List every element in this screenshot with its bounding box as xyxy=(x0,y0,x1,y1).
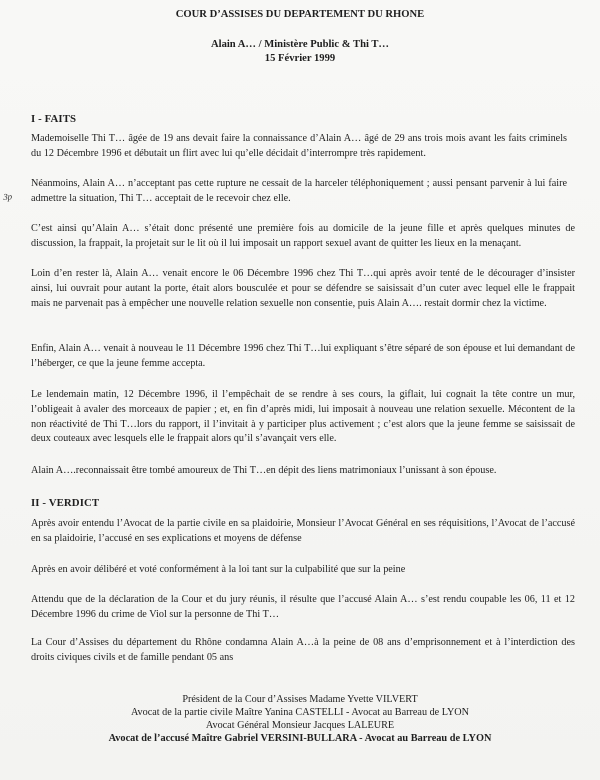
signatures-block xyxy=(0,693,600,745)
verdict-paragraph-3: Attendu que de la déclaration de la Cour et du jury réunis, il résulte que l’accusé Alain A… s’est rendu coupable les 06, 11 et 12 Décembre 1996 du crime de Viol sur la personne de Thi T… xyxy=(31,594,575,620)
handwritten-margin-note: 3p xyxy=(2,191,13,202)
decision-date: 15 Février 1999 xyxy=(264,53,336,64)
case-title: Alain A… / Ministère Public & Thi T… xyxy=(210,39,390,50)
section-title-verdict: II - VERDICT xyxy=(31,497,100,509)
header-spacer xyxy=(0,22,600,38)
faits-paragraph-2: Néanmoins, Alain A… n’acceptant pas cette rupture ne cessait de la harceler téléphoniquement ; aussi pensant parvenir à lui faire admettre la situation, Thi T… acceptait de le recevoir chez elle. xyxy=(31,178,567,204)
document-header xyxy=(0,8,600,66)
faits-paragraph-3: C’est ainsi qu’Alain A… s’était donc présenté une première fois au domicile de la jeune fille et après quelques minutes de discussion, la frappait, la projetait sur le lit où il lui imposait un rapport sexuel avant de quitter les lieux en la menaçant. xyxy=(31,223,575,249)
court-title: COUR D’ASSISES DU DEPARTEMENT DU RHONE xyxy=(175,9,425,20)
faits-paragraph-5: Enfin, Alain A… venait à nouveau le 11 Décembre 1996 chez Thi T…lui expliquant s’être séparé de son épouse et lui demandant de l’héberger, ce que la jeune femme accepta. xyxy=(31,343,575,369)
verdict-paragraph-4: La Cour d’Assises du département du Rhône condamna Alain A…à la peine de 08 ans d’emprisonnement et à l’interdiction des droits civiques civils et de famille pendant 05 ans xyxy=(31,637,575,663)
verdict-paragraph-1: Après avoir entendu l’Avocat de la partie civile en sa plaidoirie, Monsieur l’Avocat Général en ses réquisitions, l’Avocat de l’accusé en sa plaidoirie, l’accusé en ses explications et moyens de défense xyxy=(31,518,575,544)
faits-paragraph-1: Mademoiselle Thi T… âgée de 19 ans devait faire la connaissance d’Alain A… âgé de 29 ans trois mois avant les faits criminels du 12 Décembre 1996 et débutait un flirt avec lui qu’elle décidait d’interrompre très rapidement. xyxy=(31,133,567,159)
civil-party-lawyer-line: Avocat de la partie civile Maître Yanina CASTELLI - Avocat au Barreau de LYON xyxy=(130,707,470,718)
faits-paragraph-6: Le lendemain matin, 12 Décembre 1996, il l’empêchait de se rendre à ses cours, la giflait, lui cognait la tête contre un mur, l’obligeait à avaler des morceaux de papier ; et, en fin d’après midi, lui imposait à nouveau une relation sexuelle. Mécontent de la non réactivité de Thi T…lors du rapport, il l’invitait à y participer plus activement ; c’est alors que la jeune femme se saisissait de deux couteaux avec lesquels elle le frappait alors qu’il s’avançait vers elle. xyxy=(31,389,575,445)
advocate-general-line: Avocat Général Monsieur Jacques LALEURE xyxy=(205,720,395,731)
president-line: Président de la Cour d’Assises Madame Yvette VILVERT xyxy=(182,694,418,705)
verdict-paragraph-2: Après en avoir délibéré et voté conformément à la loi tant sur la culpabilité que sur la peine xyxy=(31,564,406,575)
faits-paragraph-7: Alain A….reconnaissait être tombé amoureux de Thi T…en dépit des liens matrimoniaux l’unissant à son épouse. xyxy=(31,465,497,476)
faits-paragraph-4: Loin d’en rester là, Alain A… venait encore le 06 Décembre 1996 chez Thi T…qui après avoir tenté de le décourager d’insister ainsi, lui ouvrait pour autant la porte, était alors bousculée et pour se défendre se saisissait d’un cuter avec lequel elle le frappait mais ne parvenait pas à empêcher une nouvelle relation sexuelle non consentie, puis Alain A…. restait dormir chez la victime. xyxy=(31,268,575,309)
defense-lawyer-line: Avocat de l’accusé Maître Gabriel VERSINI-BULLARA - Avocat au Barreau de LYON xyxy=(108,733,492,744)
section-title-faits: I - FAITS xyxy=(31,113,77,125)
